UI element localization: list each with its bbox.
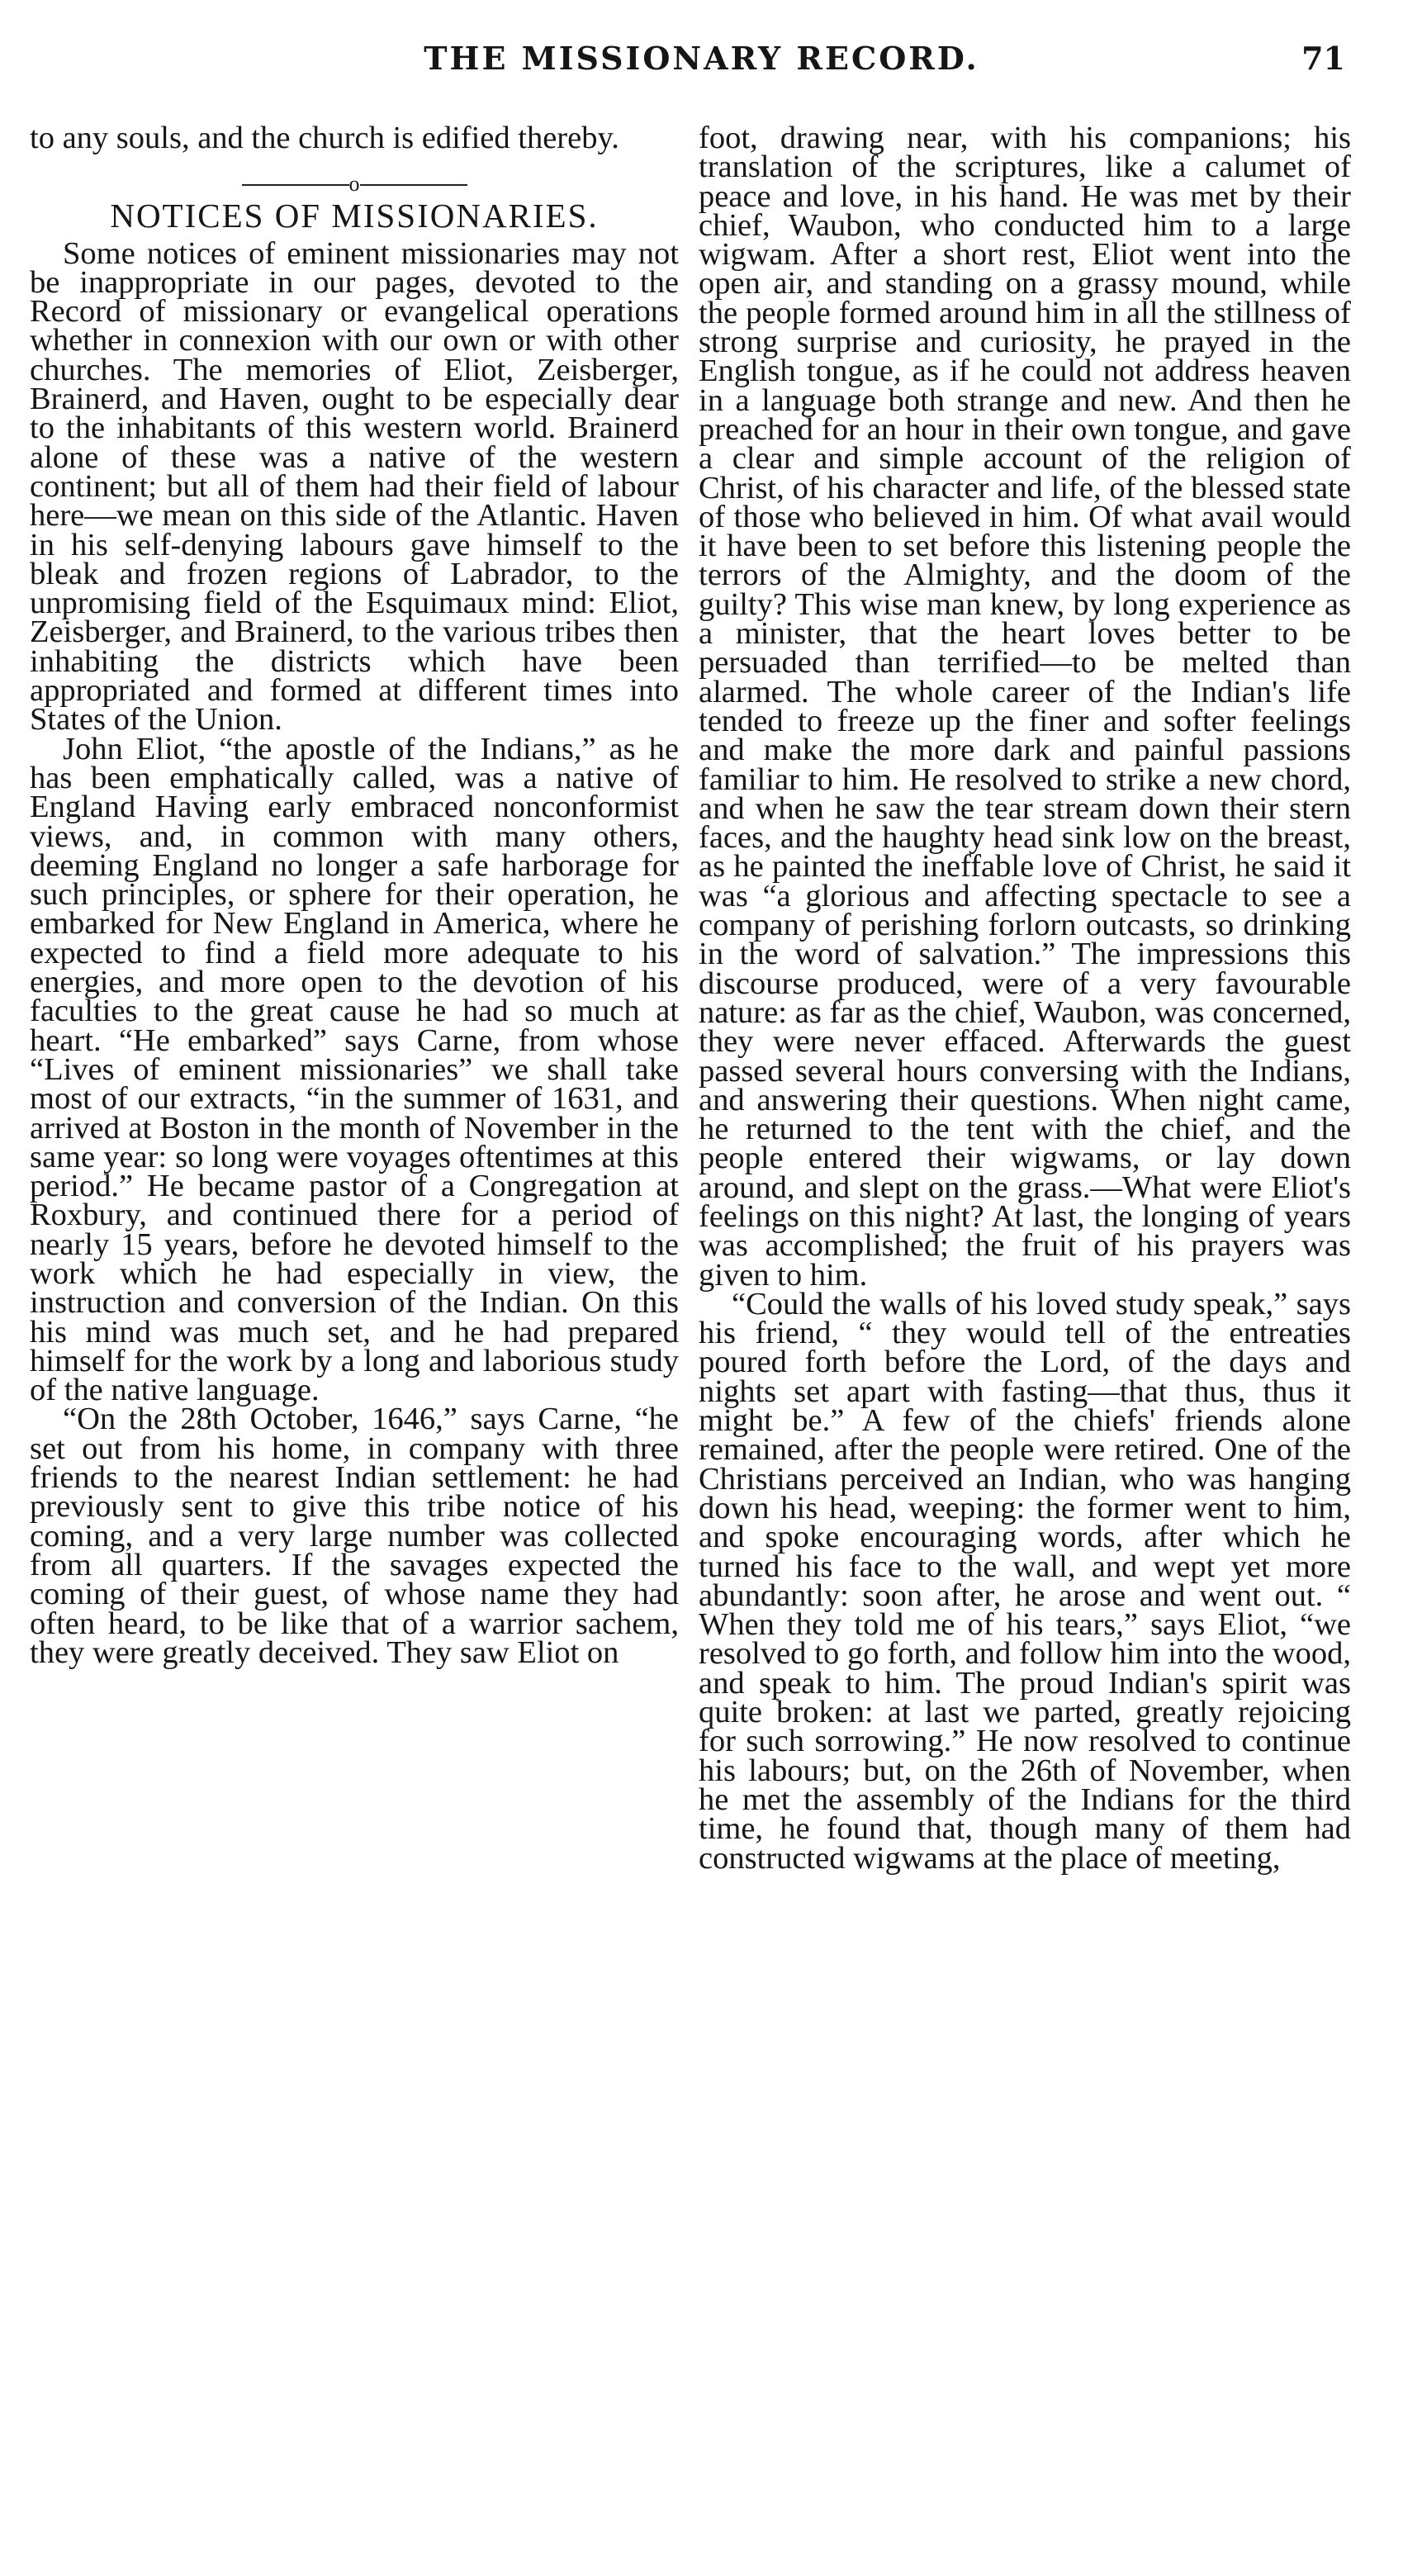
right-column — [699, 121, 1351, 1876]
section-title: NOTICES OF MISSIONARIES. — [110, 197, 599, 235]
article-paragraph: Some notices of eminent missionaries may not be inappropriate in our pages, devoted to the Record of missionary or evangelical operations whether in connexion with our own or with other churches. The memories of Eliot, Zeisberger, Brainerd, and Haven, ought to be especially dear to the inhabitants of this western world. Brainerd alone of these was a native of the western continent; but all of them had their field of labour here—we mean on this side of the Atlantic. Haven in his self-denying labours gave himself to the bleak and frozen regions of Labrador, to the unpromising field of the Esquimaux mind: Eliot, Zeisberger, and Brainerd, to the various tribes then inhabiting the districts which have been appropriated and formed at different times into States of the Union. — [30, 235, 679, 738]
running-title: THE MISSIONARY RECORD. — [424, 40, 979, 77]
article-paragraph: John Eliot, “the apostle of the Indians,” as he has been emphatically called, was a native of England Having early embraced nonconformist views, and, in common with many others, deeming England no longer a safe harborage for such principles, or sphere for their operation, he embarked for New England in America, where he expected to find a field more adequate to his energies, and more open to the devotion of his faculties to the great cause he had so much at heart. “He embarked” says Carne, from whose “Lives of eminent missionaries” we shall take most of our extracts, “in the summer of 1631, and arrived at Boston in the month of November in the same year: so long were voyages oftentimes at this period.” He became pastor of a Congregation at Roxbury, and continued there for a period of nearly 15 years, before he devoted himself to the work which he had especially in view, the instruction and conversion of the Indian. On this his mind was much set, and he had prepared himself for the work by a long and laborious study of the native language. — [30, 731, 679, 1408]
page-number: 71 — [1301, 40, 1345, 77]
page-header — [0, 40, 1403, 89]
article-paragraph: “Could the walls of his loved study speak,” says his friend, “ they would tell of the entreaties poured forth before the Lord, of the days and nights set apart with fasting—that thus, thus it might be.” A few of the chiefs' friends alone remained, after the people were retired. One of the Christians perceived an Indian, who was hanging down his head, weeping: the former went to him, and spoke encouraging words, after which he turned his face to the wall, and wept yet more abundantly: soon after, he arose and went out. “ When they told me of his tears,” says Eliot, “we resolved to go forth, and follow him into the wood, and speak to him. The proud Indian's spirit was quite broken: at last we parted, greatly rejoicing for such sorrowing.” He now resolved to continue his labours; but, on the 26th of November, when he met the assembly of the Indians for the third time, he found that, though many of them had constructed wigwams at the place of meeting, — [699, 1286, 1351, 1876]
divider-mark: o — [348, 172, 360, 197]
left-column — [30, 121, 679, 1670]
continuation-paragraph: to any souls, and the church is edified thereby. — [30, 121, 619, 155]
section-divider — [30, 171, 679, 197]
article-paragraph: “On the 28th October, 1646,” says Carne, “he set out from his home, in company with three friends to the nearest Indian settlement: he had previously sent to give this tribe notice of his coming, and a very large number was collected from all quarters. If the savages expected the coming of their guest, of whose name they had often heard, to be like that of a warrior sachem, they were greatly deceived. They saw Eliot on — [30, 1402, 679, 1670]
article-paragraph: foot, drawing near, with his companions; his translation of the scriptures, like a calumet of peace and love, in his hand. He was met by their chief, Waubon, who conducted him to a large wigwam. After a short rest, Eliot went into the open air, and standing on a grassy mound, while the people formed around him in all the stillness of strong surprise and curiosity, he prayed in the English tongue, as if he could not address heaven in a language both strange and new. And then he preached for an hour in their own tongue, and gave a clear and simple account of the religion of Christ, of his character and life, of the blessed state of those who believed in him. Of what avail would it have been to set before this listening people the terrors of the Almighty, and the doom of the guilty? This wise man knew, by long experience as a minister, that the heart loves better to be persuaded than terrified—to be melted than alarmed. The whole career of the Indian's life tended to freeze up the finer and softer feelings and make the more dark and painful passions familiar to him. He resolved to strike a new chord, and when he saw the tear stream down their stern faces, and the haughty head sink low on the breast, as he painted the ineffable love of Christ, he said it was “a glorious and affecting spectacle to see a company of perishing forlorn outcasts, so drinking in the word of salvation.” The impressions this discourse produced, were of a very favourable nature: as far as the chief, Waubon, was concerned, they were never effaced. Afterwards the guest passed several hours conversing with the Indians, and answering their questions. When night came, he returned to the tent with the chief, and the people entered their wigwams, or lay down around, and slept on the grass.—What were Eliot's feelings on this night? At last, the longing of years was accomplished; the fruit of his prayers was given to him. — [699, 121, 1351, 1293]
